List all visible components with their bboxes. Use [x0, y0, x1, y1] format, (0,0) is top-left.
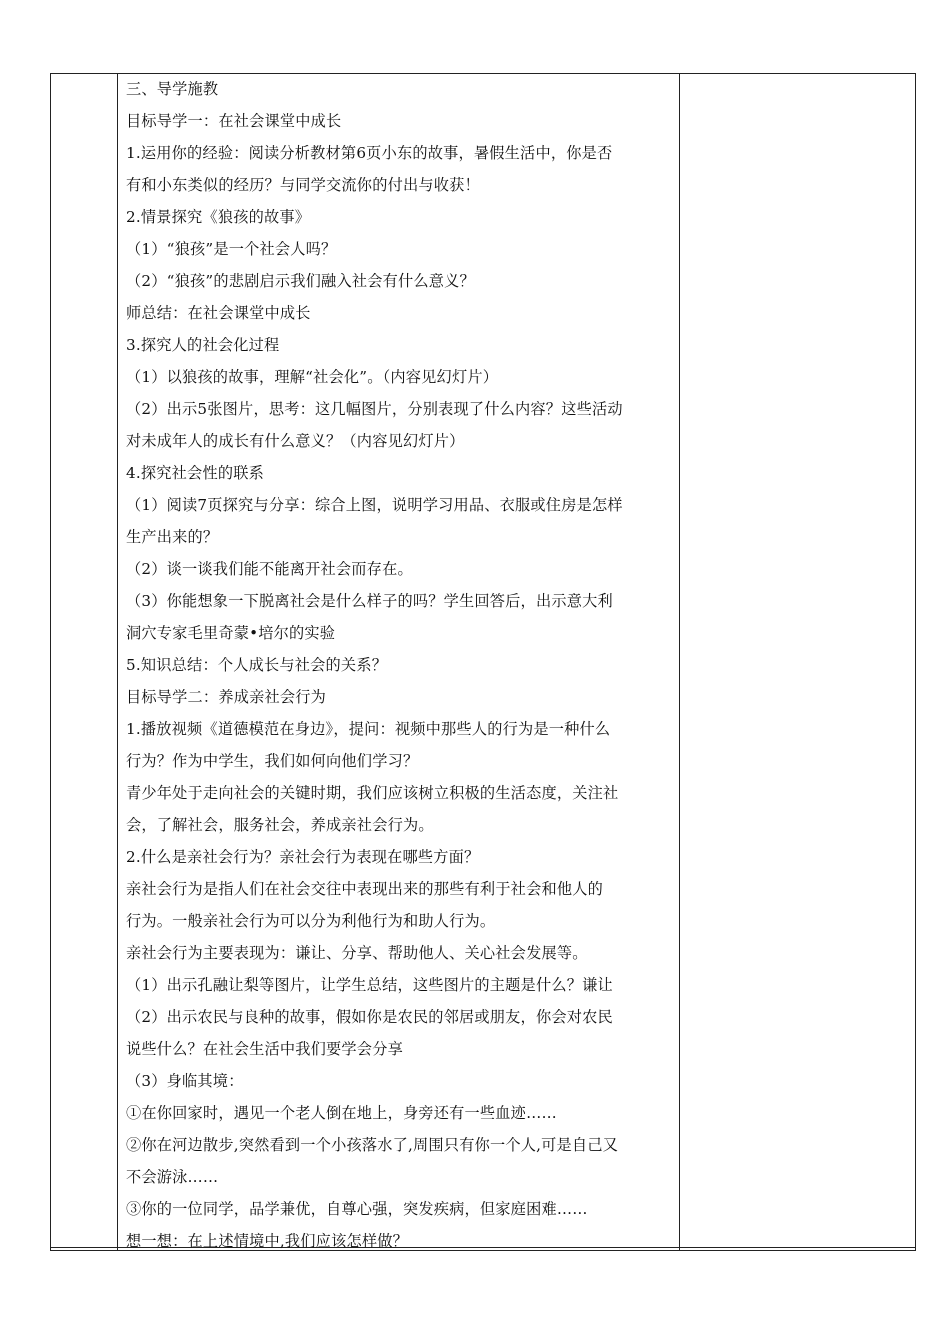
table-column-divider-right — [679, 74, 680, 1250]
text-line: 5.知识总结：个人成长与社会的关系？ — [126, 656, 388, 674]
text-line: 2.情景探究《狼孩的故事》 — [126, 208, 311, 226]
text-line: 会，了解社会，服务社会，养成亲社会行为。 — [126, 816, 434, 834]
text-line: （3）你能想象一下脱离社会是什么样子的吗？学生回答后，出示意大利 — [126, 592, 613, 610]
text-line: （1）阅读7页探究与分享：综合上图，说明学习用品、衣服或住房是怎样 — [126, 496, 623, 514]
goal-heading-1: 目标导学一：在社会课堂中成长 — [126, 112, 342, 130]
text-line: 生产出来的？ — [126, 528, 219, 546]
text-line: 4.探究社会性的联系 — [126, 464, 264, 482]
goal-heading-2: 目标导学二：养成亲社会行为 — [126, 688, 327, 706]
lesson-content-cell — [126, 73, 674, 1257]
text-line: （1）出示孔融让梨等图片，让学生总结，这些图片的主题是什么？谦让 — [126, 976, 613, 994]
text-line: （3）身临其境： — [126, 1072, 244, 1090]
text-line: 有和小东类似的经历？与同学交流你的付出与收获！ — [126, 176, 480, 194]
text-line: （2）“狼孩”的悲剧启示我们融入社会有什么意义？ — [126, 272, 475, 290]
text-line: ①在你回家时，遇见一个老人倒在地上，身旁还有一些血迹…… — [126, 1104, 557, 1122]
text-line: 亲社会行为是指人们在社会交往中表现出来的那些有利于社会和他人的 — [126, 880, 604, 898]
text-line: ③你的一位同学，品学兼优，自尊心强，突发疾病，但家庭困难…… — [126, 1200, 588, 1218]
text-line: 洞穴专家毛里奇蒙•培尔的实验 — [126, 624, 336, 642]
text-line: 行为？作为中学生，我们如何向他们学习？ — [126, 752, 419, 770]
text-line: 1.运用你的经验：阅读分析教材第6页小东的故事，暑假生活中，你是否 — [126, 144, 613, 162]
text-line: （2）出示5张图片，思考：这几幅图片，分别表现了什么内容？这些活动 — [126, 400, 623, 418]
text-line: 青少年处于走向社会的关键时期，我们应该树立积极的生活态度，关注社 — [126, 784, 619, 802]
text-line: 1.播放视频《道德模范在身边》，提问：视频中那些人的行为是一种什么 — [126, 720, 611, 738]
text-line: 3.探究人的社会化过程 — [126, 336, 280, 354]
text-line: （2）谈一谈我们能不能离开社会而存在。 — [126, 560, 413, 578]
text-line: 行为。一般亲社会行为可以分为利他行为和助人行为。 — [126, 912, 496, 930]
text-line: 想一想：在上述情境中,我们应该怎样做？ — [126, 1232, 409, 1250]
section-heading: 三、导学施教 — [126, 80, 219, 98]
table-column-divider-left — [117, 74, 118, 1250]
text-line: 师总结：在社会课堂中成长 — [126, 304, 311, 322]
text-line: （1）以狼孩的故事，理解“社会化”。（内容见幻灯片） — [126, 368, 499, 386]
text-line: 不会游泳…… — [126, 1168, 219, 1186]
text-line: ②你在河边散步,突然看到一个小孩落水了,周围只有你一个人,可是自己又 — [126, 1136, 619, 1154]
text-line: （2）出示农民与良种的故事，假如你是农民的邻居或朋友，你会对农民 — [126, 1008, 613, 1026]
text-line: 对未成年人的成长有什么意义？（内容见幻灯片） — [126, 432, 465, 450]
text-line: 2.什么是亲社会行为？亲社会行为表现在哪些方面？ — [126, 848, 480, 866]
text-line: 亲社会行为主要表现为：谦让、分享、帮助他人、关心社会发展等。 — [126, 944, 588, 962]
text-line: （1）“狼孩”是一个社会人吗？ — [126, 240, 337, 258]
text-line: 说些什么？在社会生活中我们要学会分享 — [126, 1040, 403, 1058]
